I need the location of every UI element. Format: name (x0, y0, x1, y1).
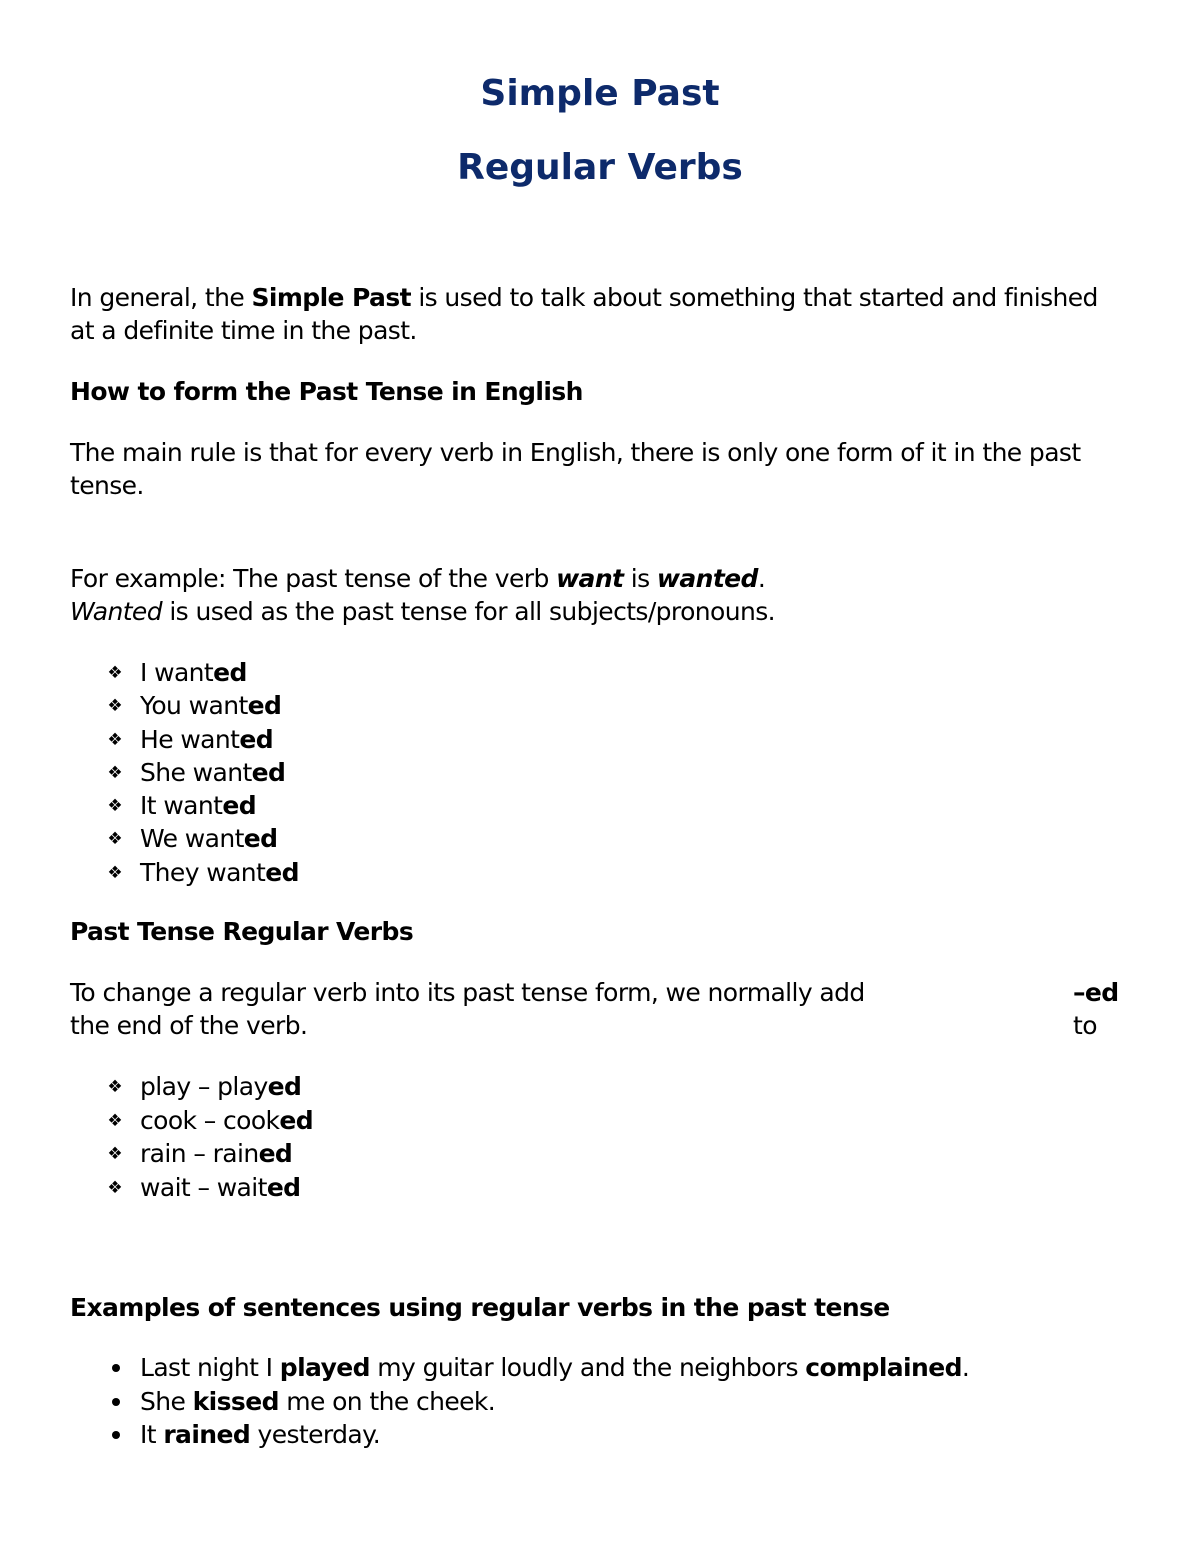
intro-paragraph (70, 281, 1130, 347)
example-period: . (757, 564, 766, 593)
diamond-bullet-icon: ❖ (107, 796, 123, 816)
main-rule-line-1: The main rule is that for every verb in English, there is only one form of it in the past (70, 438, 1081, 467)
diamond-bullet-icon: ❖ (107, 863, 123, 883)
bullet-dot-icon (112, 1364, 120, 1372)
bullet-dot-icon (112, 1398, 120, 1406)
section-heading-examples: Examples of sentences using regular verbs in the past tense (70, 1293, 890, 1322)
list-item: play – played (140, 1072, 302, 1101)
bullet-dot-icon (112, 1431, 120, 1439)
list-item: He wanted (140, 725, 273, 754)
list-item: It wanted (140, 791, 256, 820)
list-item: Last night I played my guitar loudly and the neighbors complained. (140, 1353, 970, 1382)
diamond-bullet-icon: ❖ (107, 1178, 123, 1198)
section-heading-form: How to form the Past Tense in English (70, 377, 583, 406)
list-item: rain – rained (140, 1139, 293, 1168)
regular-rule-line-2: the end of the verb. (70, 1011, 308, 1040)
usage-text: is used as the past tense for all subjects/pronouns. (161, 597, 775, 626)
section-heading-regular-verbs: Past Tense Regular Verbs (70, 917, 414, 946)
list-item: wait – waited (140, 1173, 301, 1202)
diamond-bullet-icon: ❖ (107, 663, 123, 683)
example-prefix: For example: The past tense of the verb (70, 564, 557, 593)
usage-italic-word: Wanted (70, 597, 162, 626)
diamond-bullet-icon: ❖ (107, 1077, 123, 1097)
list-item: It rained yesterday. (140, 1420, 381, 1449)
list-item: She wanted (140, 758, 286, 787)
regular-rule-line-1: To change a regular verb into its past tense form, we normally add (70, 978, 865, 1007)
list-item: They wanted (140, 858, 299, 887)
diamond-bullet-icon: ❖ (107, 1144, 123, 1164)
example-is: is (623, 564, 657, 593)
ed-suffix-text: –ed to (1073, 978, 1119, 1040)
list-item: You wanted (140, 691, 282, 720)
page-subtitle: Regular Verbs (457, 147, 743, 188)
example-past-form: wanted (656, 564, 758, 593)
main-rule-paragraph (70, 436, 1130, 502)
diamond-bullet-icon: ❖ (107, 829, 123, 849)
list-item: She kissed me on the cheek. (140, 1387, 496, 1416)
diamond-bullet-icon: ❖ (107, 1111, 123, 1131)
main-rule-line-2: tense. (70, 471, 144, 500)
list-item: cook – cooked (140, 1106, 314, 1135)
example-paragraph (70, 562, 1130, 628)
page-title: Simple Past (480, 73, 720, 114)
diamond-bullet-icon: ❖ (107, 696, 123, 716)
intro-text-1: In general, the (70, 283, 252, 312)
diamond-bullet-icon: ❖ (107, 730, 123, 750)
example-verb: want (556, 564, 624, 593)
diamond-bullet-icon: ❖ (107, 763, 123, 783)
intro-text-2: is used to talk about something that started and finished (410, 283, 1098, 312)
list-item: I wanted (140, 658, 247, 687)
regular-verb-rule-paragraph (70, 976, 1130, 1042)
intro-bold-term: Simple Past (251, 283, 411, 312)
list-item: We wanted (140, 824, 278, 853)
intro-text-3: at a definite time in the past. (70, 316, 417, 345)
